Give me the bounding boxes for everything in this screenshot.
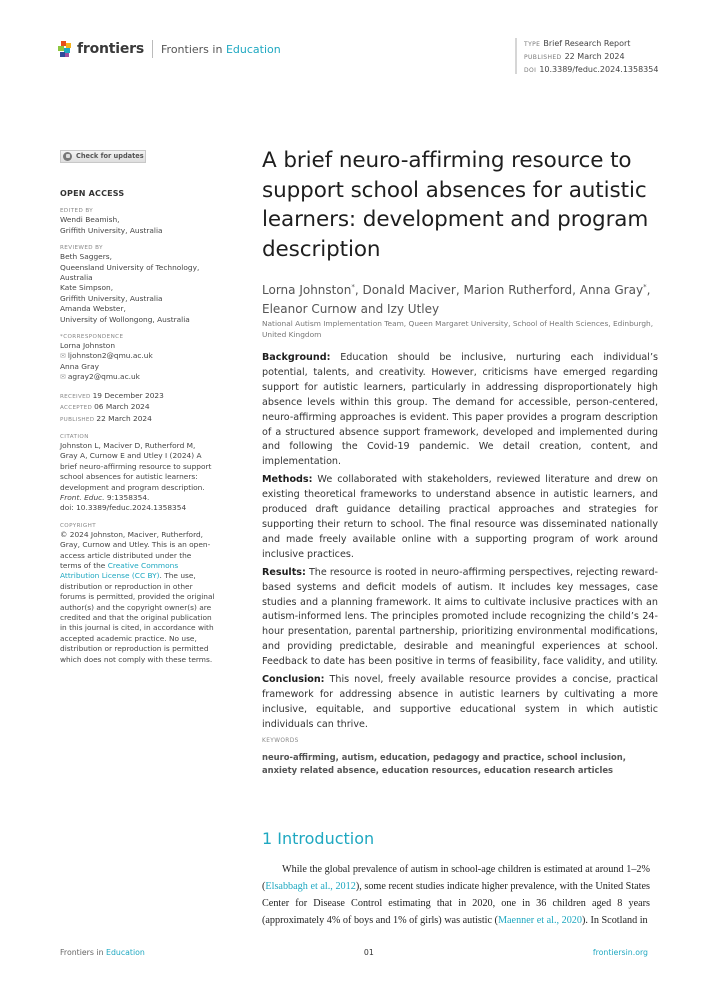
copyright-pre: © 2024 Johnston, Maciver, Rutherford, Gray, Curnow and Utley. This is an open-access article distributed under the terms of the [60, 529, 211, 570]
date-label: PUBLISHED [60, 416, 95, 423]
page-number: 01 [363, 948, 374, 957]
keywords: neuro-affirming, autism, education, pedagogy and practice, school inclusion, anxiety related absence, education resources, education research articles [262, 752, 626, 775]
abstract-results [262, 566, 658, 670]
copyright-label: COPYRIGHT [60, 522, 97, 529]
date-value: 06 March 2024 [94, 402, 150, 412]
abstract [262, 351, 658, 736]
corresponding-author-mark: * [643, 283, 647, 291]
abstract-text: The resource is rooted in neuro-affirming perspectives, rejecting reward-based systems and deficit models of autism. It includes key messages, case studies and a planning framework. It aims to cultivate inclusive practices with an autism-informed lens. The principles promoted include recognizing the child’s 24-hour presentation, parental partnership, prioritizing environmental modifications, and providing predictable, desirable and meaningful experiences at school. Feedback to date has been positive in terms of feasibility, face validity, and utility. [262, 566, 658, 668]
abstract-methods [262, 473, 658, 562]
published-date [60, 414, 215, 425]
meta-divider [515, 38, 517, 74]
check-updates-label: Check for updates [76, 152, 144, 161]
meta-label: PUBLISHED [524, 54, 562, 61]
citation-doi[interactable]: doi: 10.3389/feduc.2024.1358354 [60, 503, 187, 513]
reviewer-affiliation: Queensland University of Technology, Australia [60, 262, 200, 283]
citation-journal: Front. Educ. [60, 492, 105, 502]
meta-label: DOI [524, 67, 537, 74]
meta-label: TYPE [524, 41, 541, 48]
copyright-post: . The use, distribution or reproduction in other forums is permitted, provided the original author(s) and the copyright owner(s) are credited and that the original publication in this journal is cited, in accordance with accepted academic practice. No use, distribution or reproduction is permitted which does not comply with these terms. [60, 571, 215, 664]
abstract-heading: Methods: [262, 474, 313, 486]
mail-icon: ✉ [60, 373, 66, 382]
intro-text: ). In Scotland in [582, 915, 648, 927]
check-for-updates-button[interactable] [60, 150, 146, 163]
copyright-text [60, 530, 215, 665]
article-title: A brief neuro-affirming resource to support school absences for autistic learners: development and program description [262, 148, 649, 262]
reviewer-affiliation: Griffith University, Australia [60, 293, 163, 303]
mail-icon: ✉ [60, 352, 66, 361]
meta-value: 22 March 2024 [564, 52, 625, 61]
article-meta [524, 38, 658, 77]
dates [60, 391, 215, 425]
received-date [60, 391, 215, 402]
reviewer-name: Beth Saggers, [60, 252, 112, 262]
abstract-text: Education should be inclusive, nurturing each individual’s potential, talents, and creativity. However, criticisms have emerged regarding support for autistic learners, particularly in addressing disproportionately high absence levels within this group. The demand for accessible, person-centered, neuro-affirming approaches is evident. This paper provides a program description of a structured absence support framework, developed and implemented during and following the Covid-19 pandemic. We detail creation, content, and implementation. [262, 352, 658, 468]
author-name[interactable]: Marion Rutherford [463, 283, 573, 297]
cc-by-license-link[interactable]: Creative Commons Attribution License (CC BY) [60, 560, 179, 581]
author-name[interactable]: Donald Maciver [362, 283, 456, 297]
email-link[interactable]: ljohnston2@qmu.ac.uk [67, 351, 153, 361]
intro-text: ), some recent studies indicate higher prevalence, with the United States Center for Disease Control estimating that in 2020, one in 36 children aged 8 years (approximately 4% of boys and 1% of girls) was autistic ( [262, 881, 650, 927]
logo-divider [152, 40, 153, 58]
meta-published [524, 51, 658, 64]
footer-journal[interactable] [60, 948, 145, 957]
open-access-label: OPEN ACCESS [60, 189, 125, 198]
citation-volume: 9:1358354. [104, 492, 150, 502]
page-footer [60, 948, 648, 957]
section-heading-introduction: 1 Introduction [262, 829, 375, 848]
date-value: 22 March 2024 [96, 413, 152, 423]
correspondent-email-row [60, 351, 215, 361]
frontiersin-link[interactable]: frontiersin.org [592, 948, 648, 957]
reviewed-by-label: REVIEWED BY [60, 245, 103, 252]
keywords-label: KEYWORDS [262, 738, 299, 744]
citation-label: CITATION [60, 433, 89, 440]
meta-doi [524, 64, 658, 77]
edited-by-label: EDITED BY [60, 208, 94, 215]
update-icon [63, 152, 72, 161]
meta-value: Brief Research Report [543, 39, 631, 48]
frontiers-logo[interactable] [58, 40, 281, 58]
date-label: RECEIVED [60, 393, 91, 400]
journal-accent: Education [225, 42, 281, 56]
sidebar [60, 150, 215, 665]
author-name[interactable]: Lorna Johnston [262, 283, 352, 297]
meta-type [524, 38, 658, 51]
author-name[interactable]: Anna Gray [579, 283, 644, 297]
affiliation: National Autism Implementation Team, Queen Margaret University, School of Health Sciences, Edinburgh, United Kingdom [262, 319, 654, 339]
reviewer-affiliation: University of Wollongong, Australia [60, 314, 190, 324]
editor-name: Wendi Beamish, [60, 215, 120, 225]
brand-name: frontiers [77, 41, 145, 57]
email-link[interactable]: agray2@qmu.ac.uk [67, 372, 140, 382]
reference-link[interactable]: Elsabbagh et al., 2012 [265, 881, 356, 893]
journal-name[interactable] [161, 43, 281, 56]
reviewer-name: Amanda Webster, [60, 304, 126, 314]
date-label: ACCEPTED [60, 405, 93, 412]
intro-text: While the global prevalence of autism in school-age children is estimated at around 1–2% ( [262, 864, 650, 893]
abstract-conclusion [262, 673, 658, 733]
author-name[interactable]: Izy Utley [387, 302, 440, 316]
abstract-heading: Results: [262, 566, 306, 578]
correspondent-email-row [60, 372, 215, 382]
corresponding-author-mark: * [351, 283, 355, 291]
citation [60, 441, 215, 514]
accepted-date [60, 402, 215, 413]
abstract-text: We collaborated with stakeholders, reviewed literature and drew on existing theoretical frameworks to understand absence in autistic learners, and produced draft guidance detailing practical approaches and strategies for supporting their return to school. The final resource was disseminated nationally and made freely available online with a supporting program of work around inclusive practices. [262, 474, 658, 560]
reviewer-name: Kate Simpson, [60, 283, 114, 293]
citation-text: Johnston L, Maciver D, Rutherford M, Gray A, Curnow E and Utley I (2024) A brief neuro-affirming resource to support school absences for autistic learners: development and program description. [60, 440, 212, 492]
journal-prefix: Frontiers in [161, 42, 226, 56]
abstract-text: This novel, freely available resource provides a concise, practical framework for addressing absence in autistic learners by cultivating a more inclusive, equitable, and supportive educational system in which autistic individuals can thrive. [262, 674, 658, 730]
author-list: Lorna Johnston*, Donald Maciver, Marion Rutherford, Anna Gray*, Eleanor Curnow and Izy Utley [262, 283, 651, 316]
author-name[interactable]: Eleanor Curnow [262, 302, 357, 316]
footer-journal-accent: Education [106, 948, 145, 957]
correspondent-name: Lorna Johnston [60, 341, 116, 351]
reference-link[interactable]: Maenner et al., 2020 [497, 915, 582, 927]
doi-link[interactable]: 10.3389/feduc.2024.1358354 [539, 65, 659, 74]
date-value: 19 December 2023 [92, 390, 164, 400]
abstract-background [262, 351, 658, 470]
abstract-heading: Background: [262, 352, 331, 363]
footer-journal-prefix: Frontiers in [60, 948, 107, 957]
frontiers-logo-icon [58, 41, 72, 57]
editor-affiliation: Griffith University, Australia [60, 225, 163, 235]
correspondence-label: *CORRESPONDENCE [60, 334, 124, 341]
introduction-paragraph [262, 861, 650, 929]
abstract-heading: Conclusion: [262, 674, 325, 686]
correspondent-name: Anna Gray [60, 361, 99, 371]
